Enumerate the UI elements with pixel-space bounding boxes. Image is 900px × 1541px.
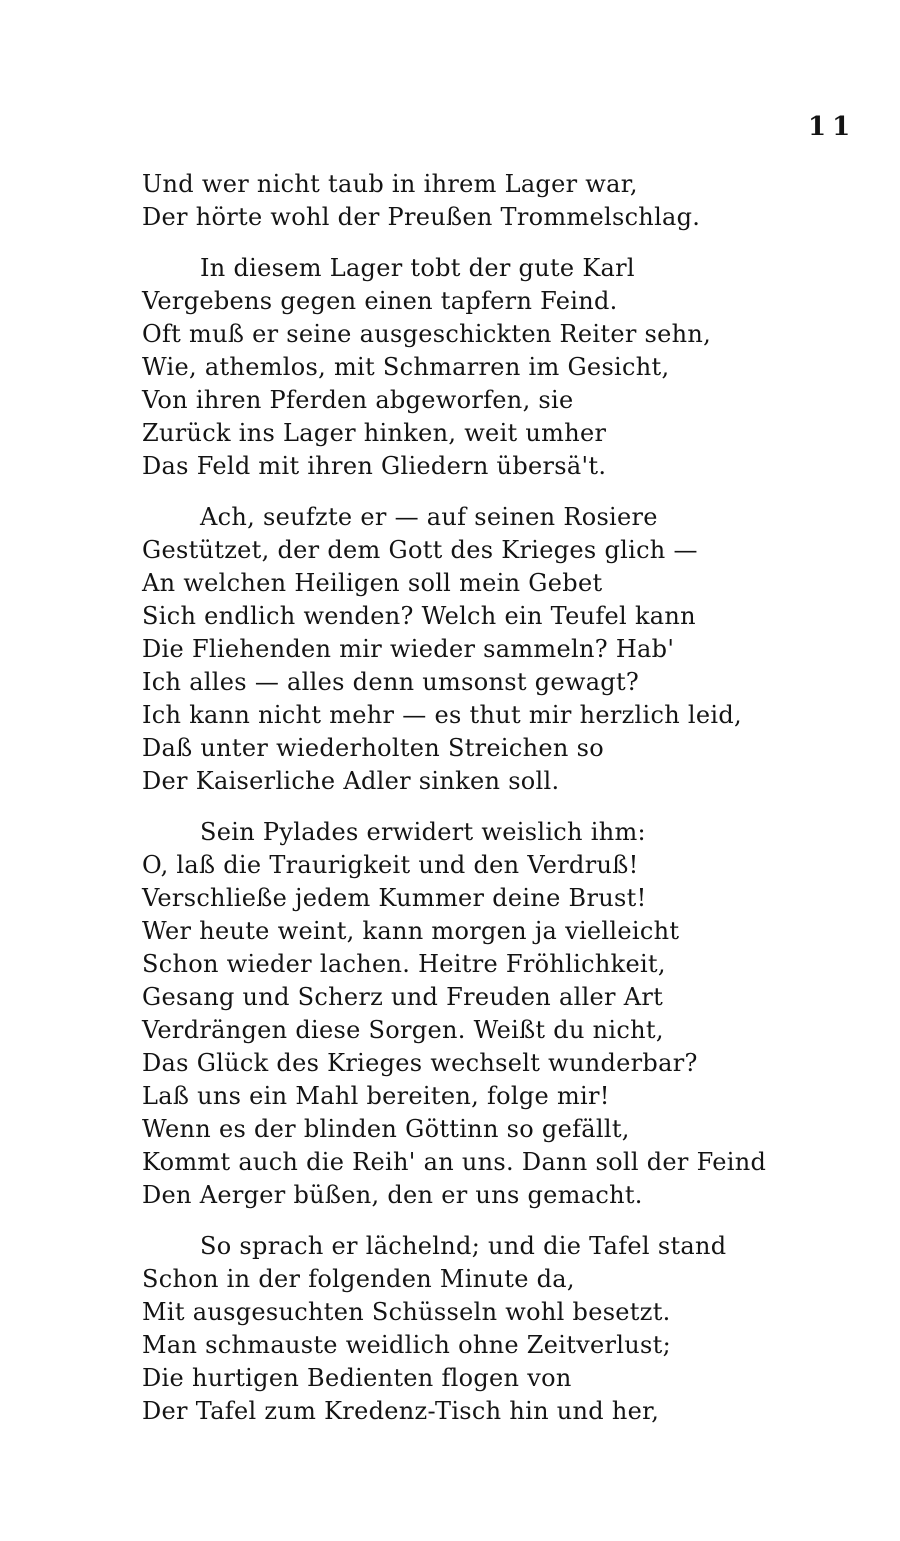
- verse-line: Ich alles — alles denn umsonst gewagt?: [142, 668, 640, 696]
- verse-line: Man schmauste weidlich ohne Zeitverlust;: [142, 1331, 671, 1359]
- verse-line: Von ihren Pferden abgeworfen, sie: [142, 386, 574, 414]
- verse-line: Vergebens gegen einen tapfern Feind.: [142, 287, 618, 315]
- verse-line: So sprach er lächelnd; und die Tafel stand: [200, 1232, 727, 1260]
- poem-text: [142, 168, 842, 1428]
- verse-line: Wie, athemlos, mit Schmarren im Gesicht,: [142, 353, 670, 381]
- verse-line: Oft muß er seine ausgeschickten Reiter sehn,: [142, 320, 712, 348]
- verse-line: Wenn es der blinden Göttinn so gefällt,: [142, 1115, 630, 1143]
- stanza-3: [142, 501, 842, 798]
- verse-line: Zurück ins Lager hinken, weit umher: [142, 419, 607, 447]
- verse-line: Der Kaiserliche Adler sinken soll.: [142, 767, 560, 795]
- verse-line: Den Aerger büßen, den er uns gemacht.: [142, 1181, 643, 1209]
- verse-line: In diesem Lager tobt der gute Karl: [200, 254, 635, 282]
- page-number: 11: [808, 112, 857, 142]
- verse-line: Wer heute weint, kann morgen ja vielleicht: [142, 917, 680, 945]
- stanza-1: [142, 168, 842, 234]
- verse-line: Schon in der folgenden Minute da,: [142, 1265, 575, 1293]
- stanza-4: [142, 816, 842, 1212]
- verse-line: Und wer nicht taub in ihrem Lager war,: [142, 170, 638, 198]
- verse-line: Sich endlich wenden? Welch ein Teufel kann: [142, 602, 696, 630]
- verse-line: Ich kann nicht mehr — es thut mir herzlich leid,: [142, 701, 742, 729]
- verse-line: Die hurtigen Bedienten flogen von: [142, 1364, 572, 1392]
- verse-line: Der hörte wohl der Preußen Trommelschlag.: [142, 203, 701, 231]
- verse-line: Gestützet, der dem Gott des Krieges glich —: [142, 536, 698, 564]
- stanza-2: [142, 252, 842, 483]
- verse-line: Verdrängen diese Sorgen. Weißt du nicht,: [142, 1016, 664, 1044]
- verse-line: Die Fliehenden mir wieder sammeln? Hab': [142, 635, 675, 663]
- verse-line: Daß unter wiederholten Streichen so: [142, 734, 604, 762]
- verse-line: Verschließe jedem Kummer deine Brust!: [142, 884, 647, 912]
- verse-line: O, laß die Traurigkeit und den Verdruß!: [142, 851, 639, 879]
- stanza-5: [142, 1230, 842, 1428]
- verse-line: Gesang und Scherz und Freuden aller Art: [142, 983, 664, 1011]
- verse-line: Ach, seufzte er — auf seinen Rosiere: [200, 503, 658, 531]
- verse-line: Das Glück des Krieges wechselt wunderbar?: [142, 1049, 698, 1077]
- verse-line: Sein Pylades erwidert weislich ihm:: [200, 818, 646, 846]
- verse-line: Mit ausgesuchten Schüsseln wohl besetzt.: [142, 1298, 671, 1326]
- verse-line: Schon wieder lachen. Heitre Fröhlichkeit,: [142, 950, 666, 978]
- verse-line: Kommt auch die Reih' an uns. Dann soll der Feind: [142, 1148, 767, 1176]
- verse-line: Das Feld mit ihren Gliedern übersä't.: [142, 452, 607, 480]
- verse-line: Laß uns ein Mahl bereiten, folge mir!: [142, 1082, 610, 1110]
- verse-line: Der Tafel zum Kredenz-Tisch hin und her,: [142, 1397, 660, 1425]
- verse-line: An welchen Heiligen soll mein Gebet: [142, 569, 603, 597]
